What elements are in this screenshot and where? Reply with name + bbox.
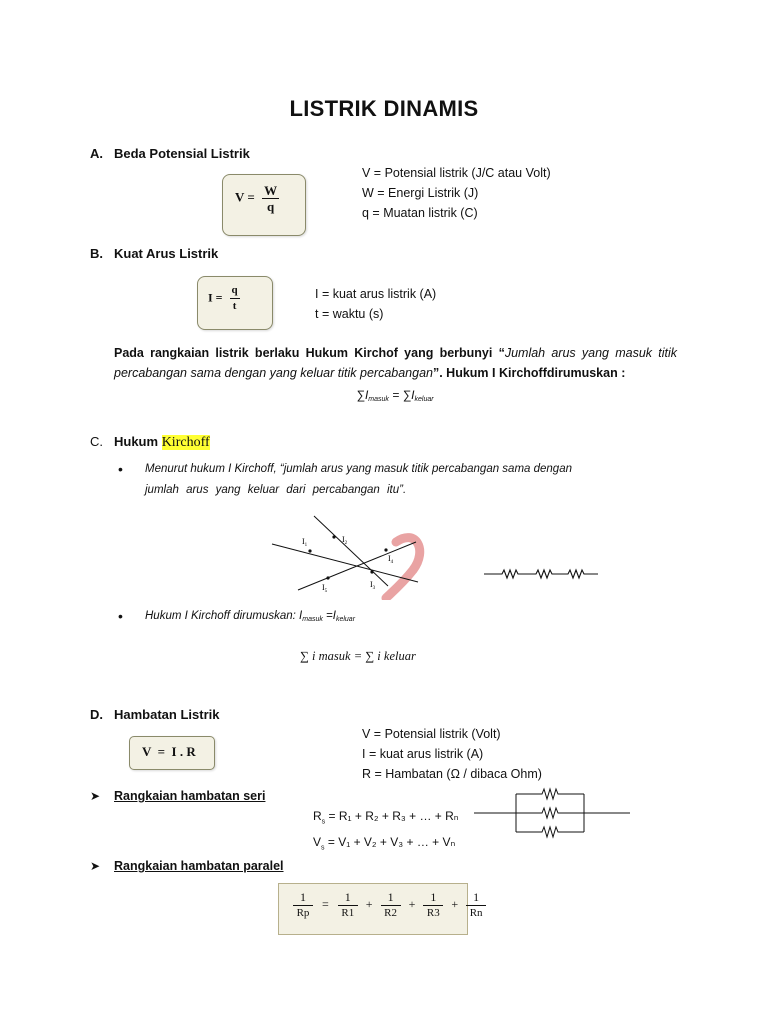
- label-i3: $I_3$: [370, 580, 376, 591]
- section-a-definitions: [362, 163, 551, 223]
- section-b-definitions: [315, 284, 436, 324]
- formula-d: V = I . R: [142, 744, 196, 759]
- term-r1-den: R1: [341, 907, 355, 919]
- section-a-title: Beda Potensial Listrik: [114, 146, 250, 161]
- series-label: Rangkaian hambatan seri: [114, 789, 266, 803]
- op-plus-3: +: [451, 897, 459, 912]
- bullet1-line1: Menurut hukum I Kirchoff, “jumlah arus yang masuk titik percabangan sama dengan: [145, 463, 572, 475]
- bullet-dot-icon: •: [118, 608, 123, 624]
- term-rn-num: 1: [466, 890, 486, 906]
- law-lhs-sub: masuk: [368, 396, 389, 403]
- op-plus-1: +: [365, 897, 373, 912]
- series-equations: [313, 806, 459, 859]
- section-a-heading: [90, 146, 250, 161]
- section-c-letter: C.: [90, 434, 103, 449]
- bullet-kirchoff-2: [118, 606, 545, 630]
- formula-a-den: q: [266, 199, 275, 214]
- def-a-3: q = Muatan listrik (C): [362, 206, 478, 220]
- term-r3-num: 1: [423, 890, 443, 906]
- formula-a-lhs: V =: [235, 189, 255, 205]
- term-r1-num: 1: [338, 890, 358, 906]
- watermark-shape: [386, 538, 420, 598]
- bullet2-sub1: masuk: [302, 616, 323, 623]
- bullet-kirchoff-1: [118, 459, 615, 501]
- op-equals: =: [322, 897, 329, 912]
- formula-box-b: [197, 276, 273, 330]
- formula-b-den: t: [232, 300, 237, 312]
- paragraph-intro: Pada rangkaian listrik berlaku Hukum Kirchof yang berbunyi “: [114, 346, 505, 360]
- series-eq-v: $V_s = V_1 + V_2 + V_3$ + … + Vₙ: [313, 835, 456, 852]
- kirchoff-junction-diagram: [268, 510, 428, 600]
- paragraph-quote: Jumlah arus yang masuk titik percabangan sama dengan yang keluar titik percabangan: [114, 346, 677, 380]
- section-d-letter: D.: [90, 707, 103, 722]
- section-c-heading: [90, 434, 210, 451]
- term-r2-num: 1: [381, 890, 401, 906]
- formula-box-d: [129, 736, 215, 770]
- term-r2-den: R2: [384, 907, 397, 919]
- formula-box-a: [222, 174, 306, 236]
- section-c-highlight: Kirchoff: [161, 435, 210, 450]
- section-d-definitions: [362, 724, 542, 784]
- bullet1-line2: jumlah arus yang keluar dari percabangan itu”.: [145, 484, 407, 496]
- def-b-1: I = kuat arus listrik (A): [315, 287, 437, 301]
- kirchoff-law-equation-2: ∑ i masuk = ∑ i keluar: [300, 649, 416, 663]
- section-b-title: Kuat Arus Listrik: [114, 246, 219, 261]
- parallel-heading: [90, 857, 284, 875]
- term-rp-den: Rp: [296, 907, 310, 919]
- bullet-dot-icon: •: [118, 461, 123, 477]
- def-d-1: V = Potensial listrik (Volt): [362, 727, 501, 741]
- term-r3-den: R3: [426, 907, 440, 919]
- page-title: LISTRIK DINAMIS: [289, 96, 479, 121]
- section-c-title: Hukum: [114, 434, 159, 449]
- formula-b-num: q: [230, 283, 240, 299]
- bullet2-mid: =I: [322, 610, 336, 622]
- def-b-2: t = waktu (s): [315, 307, 384, 321]
- wire-3: [314, 516, 388, 586]
- parallel-label: Rangkaian hambatan paralel: [114, 859, 284, 873]
- formula-a-num: W: [264, 183, 278, 198]
- law-rhs-sub: keluar: [414, 396, 434, 403]
- bullet2-sub2: keluar: [335, 616, 356, 623]
- label-i4: $I_4$: [388, 554, 394, 565]
- op-plus-2: +: [408, 897, 416, 912]
- series-eq-r: $R_s = R_1 + R_2 + R_3$ + … + Rₙ: [313, 809, 459, 826]
- def-a-1: V = Potensial listrik (J/C atau Volt): [362, 166, 551, 180]
- label-i2: $I_2$: [342, 535, 348, 546]
- section-d-title: Hambatan Listrik: [114, 707, 220, 722]
- arrow-bullet-icon: ➤: [90, 789, 101, 803]
- parallel-resistor-network-diagram: [472, 786, 632, 842]
- formula-b-lhs: I =: [208, 290, 223, 305]
- parallel-formula-box: [278, 883, 483, 935]
- law-lhs: ∑I: [356, 388, 369, 402]
- section-b-heading: [90, 246, 218, 261]
- law-mid: = ∑I: [388, 388, 415, 402]
- series-heading: [90, 787, 265, 805]
- kirchof-law-equation: [0, 388, 768, 403]
- bullet2-text: Hukum I Kirchoff dirumuskan: I: [145, 610, 303, 622]
- def-a-2: W = Energi Listrik (J): [362, 186, 479, 200]
- def-d-3: R = Hambatan (Ω / dibaca Ohm): [362, 767, 542, 781]
- label-i1: $I_1$: [302, 537, 308, 548]
- resistor-chain-diagram: [484, 566, 600, 582]
- section-a-letter: A.: [90, 146, 103, 161]
- section-d-heading: [90, 707, 219, 722]
- def-d-2: I = kuat arus listrik (A): [362, 747, 484, 761]
- term-rp-num: 1: [293, 890, 313, 906]
- kirchof-paragraph: [114, 343, 677, 383]
- label-i5: $I_5$: [322, 583, 328, 594]
- paragraph-outro: ”. Hukum I Kirchoffdirumuskan :: [432, 366, 626, 380]
- arrow-bullet-icon: ➤: [90, 859, 101, 873]
- term-rn-den: Rn: [469, 907, 483, 919]
- section-b-letter: B.: [90, 246, 103, 261]
